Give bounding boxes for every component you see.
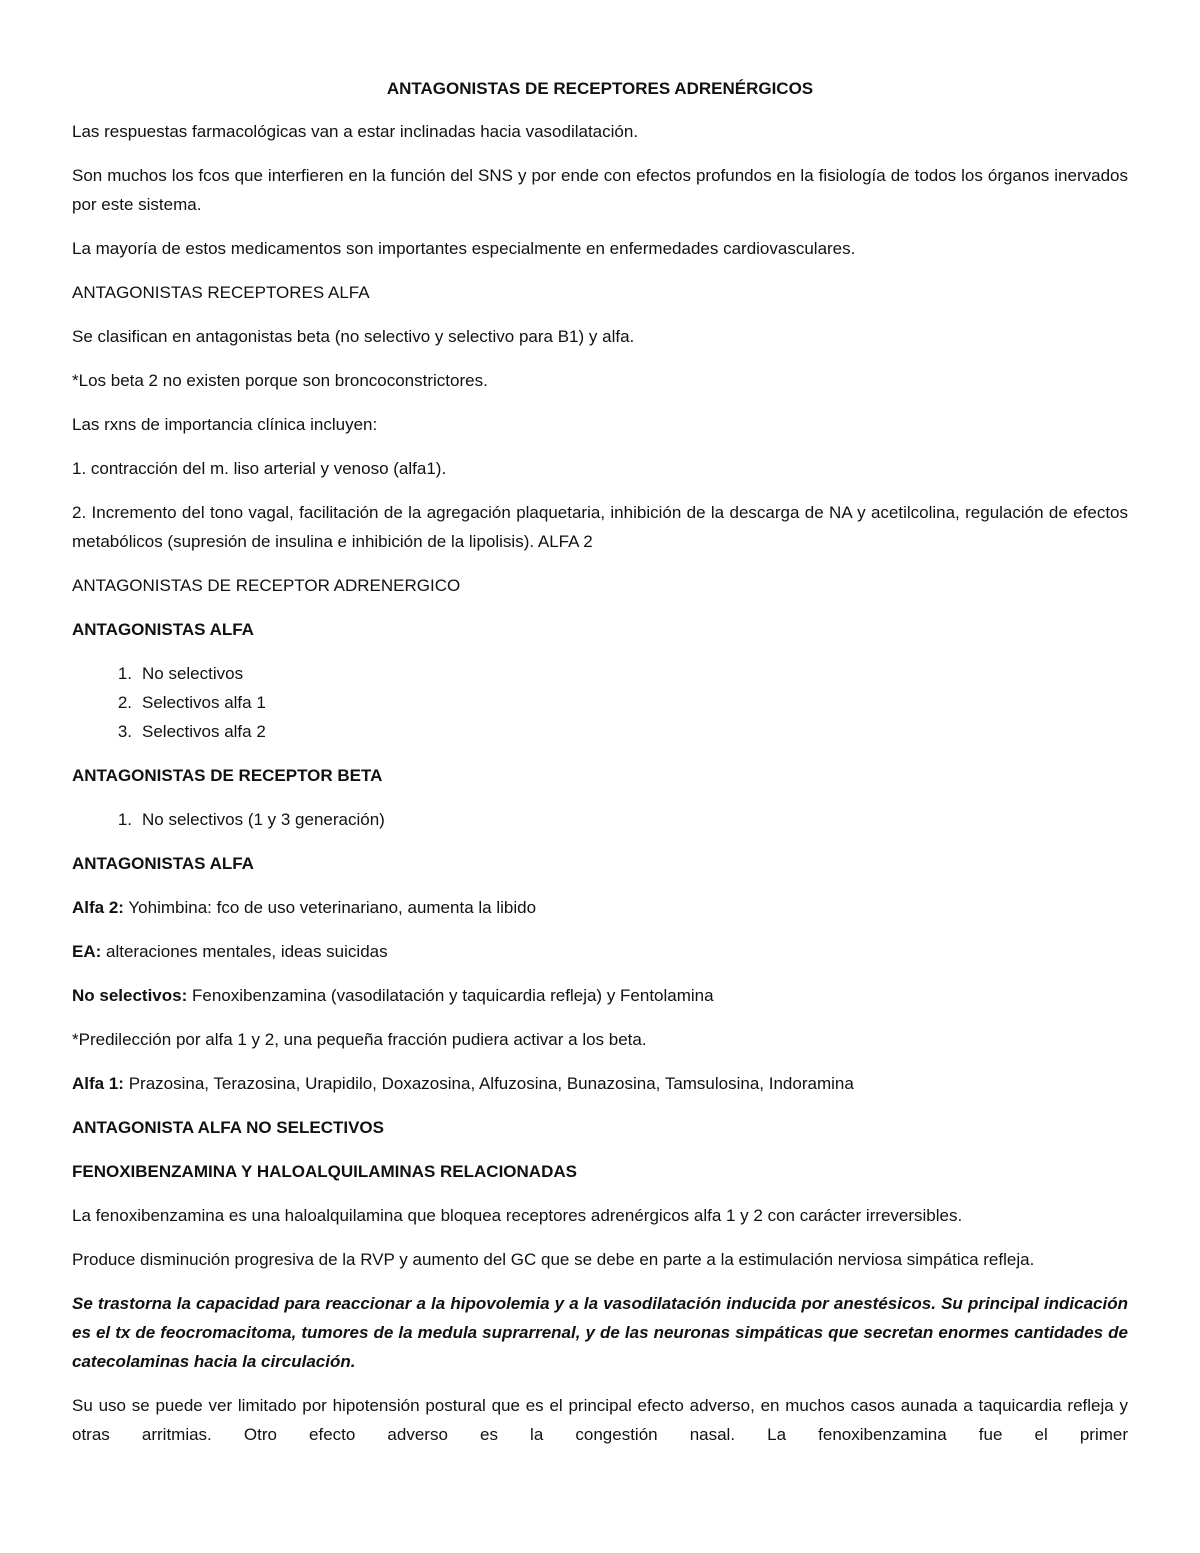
heading-antagonistas-receptor-beta: ANTAGONISTAS DE RECEPTOR BETA <box>72 766 383 785</box>
paragraph-feocromocitoma: Se trastorna la capacidad para reaccionar a la hipovolemia y a la vasodilatación inducida por anestésicos. Su principal indicación es el tx de feocromacitoma, tumores de la medula suprarrenal, y de las neuronas simpáticas que secretan enormes cantidades de catecolaminas hacia la circulación. <box>72 1294 1128 1371</box>
list-antagonistas-beta <box>72 805 1128 834</box>
list-antagonistas-alfa <box>72 659 1128 746</box>
heading-fenoxibenzamina: FENOXIBENZAMINA Y HALOALQUILAMINAS RELACIONADAS <box>72 1162 577 1181</box>
list-item-text: No selectivos <box>142 664 244 683</box>
heading-antagonistas-alfa-2: ANTAGONISTAS ALFA <box>72 854 254 873</box>
paragraph-clasificacion: Se clasifican en antagonistas beta (no selectivo y selectivo para B1) y alfa. <box>72 327 635 346</box>
text-ea: alteraciones mentales, ideas suicidas <box>101 942 388 961</box>
text-alfa1: Prazosina, Terazosina, Urapidilo, Doxazosina, Alfuzosina, Bunazosina, Tamsulosina, Indoramina <box>123 1074 854 1093</box>
paragraph-predileccion: *Predilección por alfa 1 y 2, una pequeña fracción pudiera activar a los beta. <box>72 1030 647 1049</box>
list-item <box>72 688 1128 717</box>
list-item-text: Selectivos alfa 2 <box>142 722 266 741</box>
list-item-number: 2. <box>117 693 132 712</box>
label-alfa2: Alfa 2: <box>72 898 124 917</box>
paragraph-no-selectivos <box>72 981 1128 1010</box>
paragraph-rvp: Produce disminución progresiva de la RVP y aumento del GC que se debe en parte a la estimulación nerviosa simpática refleja. <box>72 1250 1035 1269</box>
paragraph-cardiovasculares: La mayoría de estos medicamentos son importantes especialmente en enfermedades cardiovasculares. <box>72 239 856 258</box>
list-item-number: 1. <box>117 664 132 683</box>
heading-antagonista-alfa-no-selectivos: ANTAGONISTA ALFA NO SELECTIVOS <box>72 1118 384 1137</box>
list-item <box>72 659 1128 688</box>
paragraph-alfa1 <box>72 1069 1128 1098</box>
paragraph-rxns: Las rxns de importancia clínica incluyen: <box>72 415 378 434</box>
list-item-number: 3. <box>117 722 132 741</box>
paragraph-fcos-sns: Son muchos los fcos que interfieren en la función del SNS y por ende con efectos profundos en la fisiología de todos los órganos inervados por este sistema. <box>72 166 1128 214</box>
paragraph-incremento-tono-vagal: 2. Incremento del tono vagal, facilitación de la agregación plaquetaria, inhibición de la descarga de NA y acetilcolina, regulación de efectos metabólicos (supresión de insulina e inhibición de la lipolisis). ALFA 2 <box>72 503 1128 551</box>
document-title: ANTAGONISTAS DE RECEPTORES ADRENÉRGICOS <box>386 79 814 98</box>
heading-antagonistas-alfa: ANTAGONISTAS ALFA <box>72 620 254 639</box>
label-alfa1: Alfa 1: <box>72 1074 124 1093</box>
paragraph-ea <box>72 937 1128 966</box>
list-item-number: 1. <box>117 810 132 829</box>
paragraph-fenoxibenzamina: La fenoxibenzamina es una haloalquilamina que bloquea receptores adrenérgicos alfa 1 y 2 con carácter irreversibles. <box>72 1206 963 1225</box>
text-no-selectivos: Fenoxibenzamina (vasodilatación y taquicardia refleja) y Fentolamina <box>187 986 714 1005</box>
list-item <box>72 717 1128 746</box>
text-alfa2: Yohimbina: fco de uso veterinariano, aumenta la libido <box>123 898 537 917</box>
label-ea: EA: <box>72 942 102 961</box>
heading-antagonistas-receptores-alfa: ANTAGONISTAS RECEPTORES ALFA <box>72 283 370 302</box>
paragraph-efectos-adversos: Su uso se puede ver limitado por hipotensión postural que es el principal efecto adverso, en muchos casos aunada a taquicardia refleja y otras arritmias. Otro efecto adverso es la congestión nasal. La fenoxibenzamina fue el primer <box>72 1396 1128 1444</box>
paragraph-vasodilatacion: Las respuestas farmacológicas van a estar inclinadas hacia vasodilatación. <box>72 122 639 141</box>
list-item-text: No selectivos (1 y 3 generación) <box>142 810 385 829</box>
paragraph-beta2-note: *Los beta 2 no existen porque son broncoconstrictores. <box>72 371 488 390</box>
heading-antagonistas-receptor-adrenergico: ANTAGONISTAS DE RECEPTOR ADRENERGICO <box>72 576 461 595</box>
label-no-selectivos: No selectivos: <box>72 986 188 1005</box>
paragraph-contraccion: 1. contracción del m. liso arterial y venoso (alfa1). <box>72 459 447 478</box>
paragraph-alfa2 <box>72 893 1128 922</box>
list-item <box>72 805 1128 834</box>
list-item-text: Selectivos alfa 1 <box>142 693 266 712</box>
